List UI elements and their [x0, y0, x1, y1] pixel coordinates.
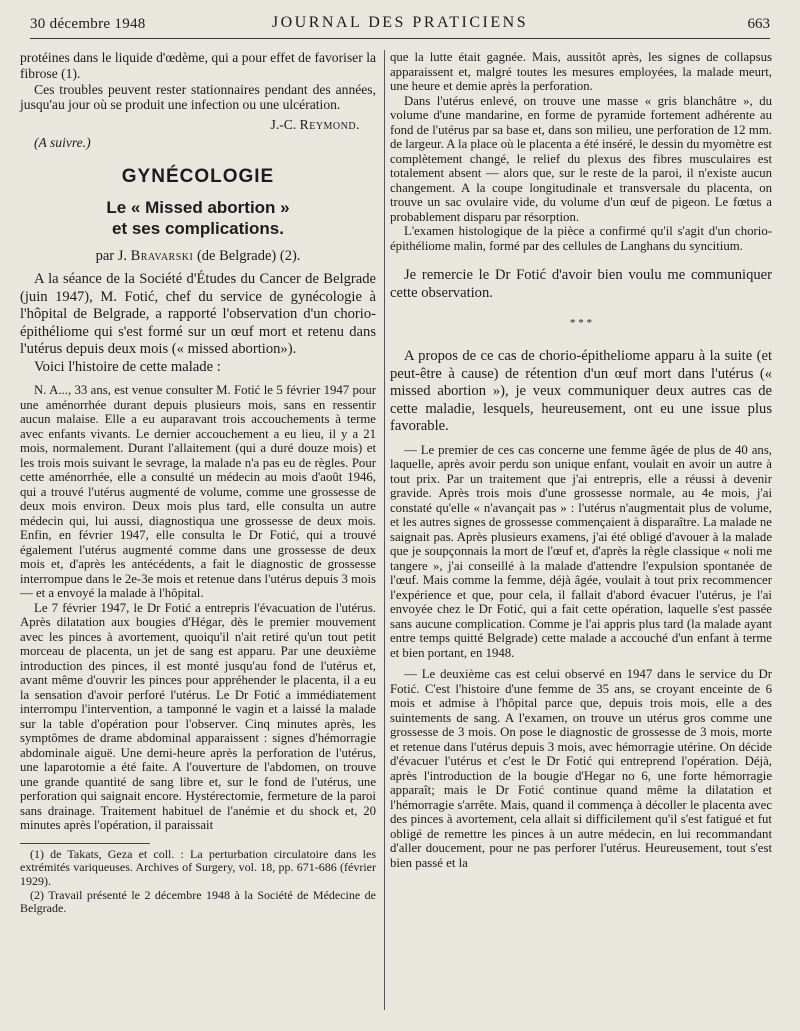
footnote-2: (2) Travail présenté le 2 décembre 1948 à la Société de Médecine de Belgrade. [20, 887, 376, 916]
byline-prefix: par J. [95, 247, 127, 264]
article-byline [20, 249, 376, 265]
case-paragraph: Dans l'utérus enlevé, on trouve une masse « gris blanchâtre », du volume d'une mandarine, en forme de pyramide fortement adhérente au fond de l'utérus par sa base et, dans son milieu, une perforation de 12 mm. de largeur. A la place où le placenta a été inséré, le dessin du myomètre est complètement changé, le relief du plexus des fibres musculaires est totalement absent — alors que, sur le reste de la paroi, il n'existe aucun changement. A la coupe longitudinale et transversale du placenta, on trouve un sac ovulaire vide, du volume d'un œuf de pigeon. Le fœtus a probablement disparu par résorption. [390, 93, 772, 224]
author-name: Reymond. [299, 117, 360, 133]
article-title-line-1: Le « Missed abortion » [106, 197, 290, 217]
author-signature [20, 117, 376, 133]
discussion-paragraph: A propos de ce cas de chorio-épitheliome apparu à la suite (et peut-être à cause) de rétention d'un œuf mort dans l'utérus (« missed abortion »), je veux communiquer deux autres cas de cette maladie, lesquels, heureusement, ont eu une issue plus favorable. [390, 348, 772, 434]
history-lead: Voici l'histoire de cette malade : [34, 358, 221, 375]
case-paragraph: L'examen histologique de la pièce a confirmé qu'il s'agit d'un chorio-épithéliome malin, formé par des cellules de Langhans du syncitium. [390, 224, 772, 253]
article-title-line-2: et ses complications. [112, 218, 284, 238]
footnotes [20, 848, 376, 916]
second-case-paragraph: — Le deuxième cas est celui observé en 1947 dans le service du Dr Fotić. C'est l'histoire d'une femme de 35 ans, se croyant enceinte de 6 mois et admise à l'hôpital parce que, depuis trois mois, elle a des suintements de sang. A l'examen, on trouve un utérus gros comme une grossesse de 3 mois. On pose le diagnostic de grossesse de 3 mois, morte et retenue dans l'utérus depuis 3 mois, avec hémorragie utérine. On décide d'évacuer l'utérus et c'est le Dr Fotić qui entreprend l'opération. Déjà, après l'introduction de la bougie d'Hegar no 6, une forte hémorragie apparaît; mais le Dr Fotić continue quand même la dilatation et l'hémorragie s'arrête. Mais, quand il commença à décoller le placenta avec des pinces à avortement, cela allait si difficilement qu'il s'est fatigué et fut obligé de remettre les pinces à un autre médecin, en lui recommandant d'aller doucement, pour ne pas perforer l'utérus. Heureusement, tout s'est bien passé et la [390, 667, 772, 870]
case-continued: que la lutte était gagnée. Mais, aussitôt après, les signes de collapsus apparaissent et, malgré toutes les mesures employées, la malade meurt, une heure et demie après la perforation. [390, 50, 772, 93]
right-column [390, 50, 772, 870]
section-separator-stars: * * * [570, 317, 592, 329]
first-case-paragraph: — Le premier de ces cas concerne une femme âgée de plus de 40 ans, laquelle, après avoir perdu son unique enfant, voulait en avoir un autre à tout prix. Par un traitement que j'ai entrepris, elle a réussi à devenir gravide. Après trois mois d'une grossesse normale, au 4e mois, j'ai constaté qu'elle « n'avançait pas » : l'utérus n'augmentait plus de volume, et les autres signes de grossesse commençaient à disparaître. La malade ne saignait pas. Après plusieurs examens, j'ai été obligé d'avouer à la malade que je soupçonnais la mort de l'œuf et, d'après la règle classique « noli me tangere », j'ai conseillé à la malade d'attendre l'expulsion spontanée de l'œuf. Mais comme la femme, déjà âgée, voulait à tout prix recommencer l'expérience et que, pour cela, il fallait d'abord évacuer l'utérus, je l'ai envoyée chez le Dr Fotić, qui a fait cette opération, laquelle s'est passée sans aucune complication. Comme je l'ai appris plus tard (la malade ayant entre temps quitté Belgrade) cette malade a accouché d'un enfant à terme et bien portant, en 1948. [390, 442, 772, 660]
running-header [30, 8, 770, 39]
case-paragraph: N. A..., 33 ans, est venue consulter M. Fotić le 5 février 1947 pour une aménorrhée durant depuis plusieurs mois, sans en ressentir aucun malaise. Elle a eu auparavant trois accouchements à terme avec enfants vivants. Le dernier accouchement a eu lieu, il y a 21 mois, normalement. Durant l'allaitement (qui a duré douze mois) et les trois mois suivant le sevrage, la malade n'a pas eu de règles. Pour cette aménorrhée, elle a consulté un médecin au mois d'août 1946, qui a trouvé l'utérus augmenté de volume, comme une grossesse de deux mois environ. Deux mois plus tard, elle consulta un autre médecin qui, lui aussi, diagnostiqua une grossesse de deux mois. Enfin, en février 1947, elle consulta le Dr Fotić, qui a trouvé également l'utérus augmenté comme dans une grossesse de deux mois et, d'après les antécédents, a fait le diagnostic de grossesse interrompue dans le 2e-3e mois et retenue dans l'utérus depuis 3 mois — et a envoyé la malade à l'hôpital. [20, 383, 376, 601]
byline-author: Bravarski [130, 247, 194, 264]
byline-suffix: (de Belgrade) (2). [196, 247, 301, 264]
footnote-1: (1) de Takats, Geza et coll. : La perturbation circulatoire dans les extrémités variqueuses. Archives of Surgery, vol. 18, pp. 671-686 (février 1929). [20, 846, 376, 889]
thanks-paragraph: Je remercie le Dr Fotić d'avoir bien voulu me communiquer cette observation. [390, 267, 772, 301]
column-divider [384, 50, 385, 1010]
issue-date: 30 décembre 1948 [30, 16, 146, 32]
intro-paragraph: A la séance de la Société d'Études du Cancer de Belgrade (juin 1947), M. Fotić, chef du service de gynécologie à l'hôpital de Belgrade, a rapporté l'observation d'un chorio-épithéliome qui s'est formé sur un œuf mort et retenu dans l'utérus depuis deux mois (« missed abortion»). [20, 271, 376, 358]
article-title [20, 197, 376, 239]
left-column [20, 50, 376, 916]
to-be-continued: (A suivre.) [34, 134, 91, 150]
author-initials: J.-C. [270, 117, 297, 133]
journal-title: JOURNAL DES PRATICIENS [271, 14, 529, 31]
continued-paragraph: protéines dans le liquide d'œdème, qui a pour effet de favoriser la fibrose (1). [20, 50, 376, 81]
case-paragraph: Le 7 février 1947, le Dr Fotić a entrepris l'évacuation de l'utérus. Après dilatation aux bougies d'Hégar, dès le premier mouvement avec les pinces à avortement, quoiqu'il n'ait retiré qu'un tout petit morceau de placenta, un jet de sang est apparu. Par une deuxième introduction des pinces, il est monté jusqu'au fond de l'utérus et, avant même d'ouvrir les pinces pour appréhender le placenta, il a eu la sensation d'avoir perforé l'utérus. Le Dr Fotić a immédiatement interrompu l'intervention, a tamponné le vagin et a laissé la malade sur la table d'opération pour l'observer. Cinq minutes après, les symptômes de drame abdominal apparaissent : signes d'hémorragie abdominale aiguë. Une demi-heure après la perforation de l'utérus, une laparotomie a été faite. A l'ouverture de l'abdomen, on trouve une grande quantité de sang libre et, sur le fond de l'utérus, une perforation qui saignait encore. Hystérectomie, fermeture de la paroi sans drainage. Traitement habituel de l'anémie et du shock et, 20 minutes après l'opération, il paraissait [20, 600, 376, 833]
page-number: 663 [747, 16, 770, 32]
footnote-rule [20, 843, 150, 845]
paragraph: Ces troubles peuvent rester stationnaires pendant des années, jusqu'au jour où se produit une infection ou une ulcération. [20, 81, 376, 113]
section-heading: GYNÉCOLOGIE [121, 165, 275, 187]
